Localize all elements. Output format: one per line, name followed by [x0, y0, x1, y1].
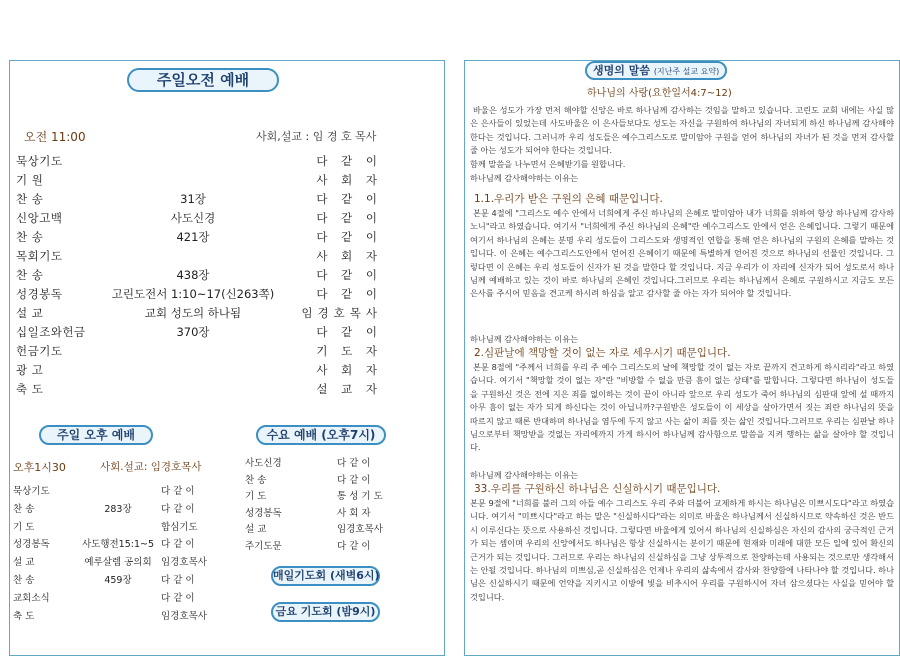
sermon-intro-line: 함께 말씀을 나누면서 은혜받기를 원합니다. [470, 159, 626, 169]
point-heading-2: 2.심판날에 책망할 것이 없는 자로 세우시기 때문입니다. [474, 347, 731, 359]
order-item-leader: 통 성 기 도 [337, 491, 383, 502]
order-item-detail: 교회 성도의 하나됨 [144, 306, 242, 320]
afternoon-service-title: 주일 오후 예배 [39, 425, 153, 445]
order-item-label: 설 교 [16, 306, 44, 320]
order-item-label: 신앙고백 [16, 211, 63, 225]
order-item-label: 설 교 [13, 557, 35, 569]
order-item-leader: 다 같 이 [316, 230, 382, 244]
order-item-label: 기 도 [245, 491, 267, 502]
order-item-label: 주기도문 [245, 540, 282, 552]
order-item-leader: 다 같 이 [316, 287, 382, 301]
order-item-leader: 사 회 자 [316, 249, 382, 263]
morning-order-row [16, 266, 382, 284]
order-item-label: 묵상기도 [13, 486, 50, 497]
morning-order-row [16, 209, 382, 227]
afternoon-service-officiant: 사회.설교: 임경호목사 [100, 461, 202, 473]
morning-order-row [16, 285, 382, 303]
order-item-label: 사도신경 [245, 458, 282, 469]
order-item-label: 성경봉독 [13, 539, 50, 551]
order-item-leader: 다 같 이 [316, 192, 382, 206]
order-item-leader: 다 같 이 [316, 325, 382, 339]
afternoon-order-row [13, 572, 233, 590]
wednesday-order-row [245, 539, 390, 555]
order-item-leader: 다 같 이 [161, 486, 195, 497]
order-item-label: 헌금기도 [16, 344, 63, 358]
order-item-leader: 다 같 이 [316, 268, 382, 282]
order-item-label: 찬 송 [16, 192, 44, 206]
wednesday-order-row [245, 456, 390, 472]
afternoon-order-row [13, 536, 233, 554]
point-tail-1: 하나님께 감사해야하는 이유는 [470, 334, 579, 344]
order-item-detail: 370장 [176, 325, 210, 339]
order-item-label: 찬 송 [16, 230, 44, 244]
morning-order-row [16, 190, 382, 208]
afternoon-order-row [13, 590, 233, 608]
order-item-leader: 임경호목사 [337, 524, 383, 535]
order-item-leader: 임경호목사 [161, 610, 207, 622]
daily-prayer-badge: 매일기도회 (새벽6시) [271, 566, 380, 586]
order-item-leader: 사 회 자 [316, 363, 382, 377]
sermon-intro: 바울은 성도가 가장 먼저 해야할 신앙은 바로 하나님께 감사하는 것임을 말하고 있습니다. 고린도 교회 내에는 사실 많은 은사들이 있었는데 사도바울은 이 은사들보다도 성도는 자신을 구원하여 하나님의 자녀되게 하신 하나님께 감사해야 한다는 것입니다. 그러니까 우리 성도들은 예수그리스도로 말미암아 구원을 얻어 하나님의 자녀가 된 것을 먼저 감사할 줄 아는 성도가 되어야 한다는 것입니다. [470, 105, 894, 156]
order-item-detail: 283장 [104, 503, 132, 515]
afternoon-order-row [13, 483, 233, 501]
afternoon-order-row [13, 554, 233, 572]
morning-order-row [16, 304, 382, 322]
morning-order-row [16, 171, 382, 189]
morning-order-row [16, 152, 382, 170]
order-item-label: 목회기도 [16, 249, 63, 263]
order-item-leader: 다 같 이 [161, 575, 195, 586]
point-body-3: 본문 9절에 "너희를 불러 그의 아들 예수 그리스도 우리 주와 더불어 교제하게 하시는 하나님은 미쁘시도다"라고 하였습니다. 여기서 "미쁘시다"라고 하는 말은 "신실하시다"라는 의미로 바울은 하나님께서 신실하시므로 약속하신 것은 반드시 이루신다는 뜻으로 사용하신 것입니다. 그렇다면 바울에게 있어서 하나님의 신실하심은 자신의 감사의 궁극적인 근거가 되는 셈이며 우리의 신앙에서도 하나님은 항상 신실하시는 분이기 때문에 현재와 미래에 대한 모든 일에 있어 확신의 근거가 되는 것입니다. 그러므로 우리는 하나님의 신실하심을 그냥 상투적으로 찬양하는데 사용되는 것으로만 생각해서는 안될 것입니다. 하나님의 미쁘심,곧 신실하심은 언제나 우리의 삶속에서 감사와 찬양함에 나타나야 할 것입니다. 하나님은 신실하시기 때문에 언약을 지키시고 이방에 빛을 비추시어 우리를 구원하시어 자녀 삼으셨다는 사실을 믿어야 할 것입니다. [470, 498, 894, 602]
friday-prayer-badge: 금요 기도회 (밤9시) [271, 602, 380, 622]
sermon-title-note: (지난주 설교 요약) [653, 67, 720, 76]
order-item-label: 성경봉독 [16, 287, 63, 301]
order-item-leader: 다 같 이 [161, 592, 195, 604]
morning-order-row [16, 323, 382, 341]
morning-order-row [16, 361, 382, 379]
order-item-detail: 사도신경 [170, 211, 216, 225]
sermon-scripture: 하나님의 사랑(요한일서4:7~12) [587, 88, 732, 99]
morning-order-row [16, 228, 382, 246]
morning-order-row [16, 247, 382, 265]
sermon-intro-line: 하나님께 감사해야하는 이유는 [470, 173, 579, 183]
wednesday-order-row [245, 506, 390, 522]
order-item-label: 찬 송 [245, 474, 267, 486]
wednesday-order-row [245, 489, 390, 505]
order-item-leader: 사 회 자 [337, 507, 371, 519]
order-item-label: 찬 송 [16, 268, 44, 282]
morning-service-title: 주일오전 예배 [127, 68, 279, 92]
order-item-leader: 합심기도 [161, 521, 198, 533]
morning-order-row [16, 342, 382, 360]
morning-service-officiant: 사회,설교 : 임 경 호 목사 [256, 130, 377, 143]
order-item-label: 성경봉독 [245, 507, 282, 519]
order-item-leader: 다 같 이 [316, 154, 382, 168]
order-item-label: 설 교 [245, 524, 267, 535]
sermon-title: 생명의 말씀 [593, 64, 650, 77]
order-item-leader: 다 같 이 [337, 474, 371, 486]
order-item-label: 십일조와헌금 [16, 325, 86, 339]
order-item-label: 찬 송 [13, 503, 35, 515]
order-item-label: 축 도 [13, 610, 35, 622]
order-item-leader: 다 같 이 [161, 539, 195, 551]
point-heading-3: 33.우리를 구원하신 하나님은 신실하시기 때문입니다. [474, 483, 721, 495]
order-item-detail: 459장 [104, 575, 132, 586]
wednesday-order-row [245, 522, 390, 538]
order-item-leader: 다 같 이 [316, 211, 382, 225]
order-item-label: 묵상기도 [16, 154, 63, 168]
order-item-leader: 임경호목사 [161, 557, 207, 569]
sermon-title-badge [585, 61, 727, 80]
point-tail-2: 하나님께 감사해야하는 이유는 [470, 470, 579, 480]
point-heading-1: 1.1.우리가 받은 구원의 은혜 때문입니다. [474, 193, 663, 205]
wednesday-service-title: 수요 예배 (오후7시) [256, 425, 386, 445]
order-item-detail: 31장 [180, 192, 206, 206]
afternoon-order-row [13, 519, 233, 537]
order-item-leader: 설 교 자 [316, 382, 382, 396]
order-item-label: 기 도 [13, 521, 35, 533]
order-item-leader: 다 같 이 [337, 540, 371, 552]
point-body-2: 본문 8절에 "주께서 너희를 우리 주 예수 그리스도의 날에 책망할 것이 없는 자로 끝까지 견고하게 하시리라"라고 하였습니다. 여기서 "책망할 것이 없는 자"란 "비방할 수 없을 만큼 흠이 없는 상태"를 말합니다. 그렇다면 하나님이 성도들을 구원하신 것은 전에 지은 죄를 없이하는 것이 끝이 아니라 앞으로 우리 성도가 죽어 하나님의 심판대 앞에 설 때까지 아무 흠이 없는 자가 되게 하신다는 것이 아닙니까?구원받은 성도들이 이 세상을 살아가면서 짓는 죄란 하나님의 뜻을 따르지 않고 때론 반대하며 하나님을 염두에 두지 않고 사는 삶이 죄를 짓는 삶인 것입니다.그러므로 우리는 심판날 하나님으로부터 책망받을 것없는 자리에까지 가게 하시어 하나님께 감사함으로 말씀을 지켜 행하는 삶을 살아야 할 것입니다. [470, 362, 894, 453]
order-item-leader: 다 같 이 [337, 458, 371, 469]
order-item-leader: 다 같 이 [161, 503, 195, 515]
order-item-label: 교회소식 [13, 592, 50, 604]
wednesday-order-row [245, 473, 390, 489]
order-item-detail: 438장 [176, 268, 210, 282]
order-item-label: 축 도 [16, 382, 44, 396]
order-item-leader: 기 도 자 [316, 344, 382, 358]
afternoon-order-row [13, 501, 233, 519]
afternoon-order-row [13, 608, 233, 626]
morning-order-row [16, 380, 382, 398]
order-item-detail: 예루살렘 공의회 [84, 557, 152, 569]
order-item-label: 기 원 [16, 173, 44, 187]
order-item-detail: 사도행전15:1~5 [81, 539, 155, 551]
order-item-detail: 고린도전서 1:10~17(신263쪽) [111, 287, 275, 301]
morning-service-time: 오전 11:00 [24, 130, 86, 144]
order-item-leader: 임경호목사 [301, 306, 382, 320]
order-item-label: 광 고 [16, 363, 44, 377]
order-item-leader: 사 회 자 [316, 173, 382, 187]
point-body-1: 본문 4절에 "그리스도 예수 안에서 너희에게 주신 하나님의 은혜로 말미암아 내가 너희를 위하여 항상 하나님께 감사하노니"라고 하였습니다. 여기서 "너희에게 주신 하나님의 은혜"란 예수그리스도 안에서 얻은 은혜입니다. 그렇기 때문에 여기서 하나님의 은혜는 분명 우리 성도들이 그리스도와 생명적인 연합을 통해 얻은 하나님의 구원의 은혜를 말하는 것입니다. 이 은혜는 예수그리스도안에서 얻어진 은혜이기 때문에 특별하게 얻어진 것으로 하나님의 선물인 것입니다. 그렇다면 이 은혜는 우리 성도들이 신자가 된 것을 말한다 할 것입니다. 지금 우리가 이 자리에 신자가 되어 성도로서 하나님께 예배하고 있는 것이 바로 하나님의 은혜인 것입니다.그러므로 우리는 하나님께서 은혜로 구원하시고 지금도 모든 은사를 주시어 믿음을 견고케 하시려 하심을 알고 감사할 줄 아는 자가 되어야 할 것입니다. [470, 208, 894, 299]
afternoon-service-time: 오후1시30 [13, 461, 66, 474]
order-item-label: 찬 송 [13, 575, 35, 586]
order-item-detail: 421장 [176, 230, 210, 244]
